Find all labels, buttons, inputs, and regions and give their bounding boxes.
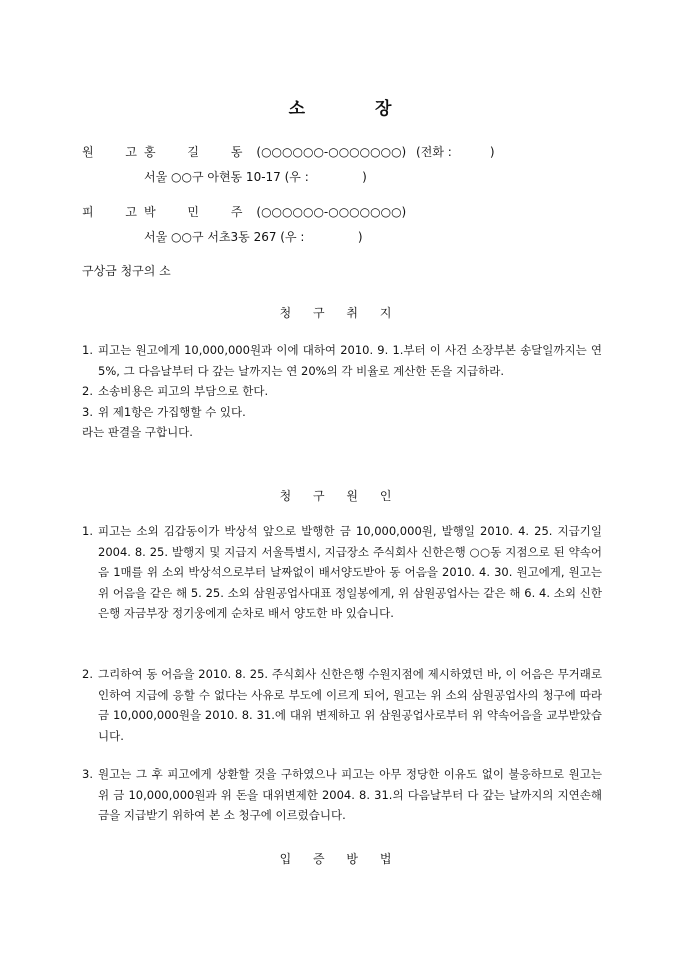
defendant-role: 피 고 bbox=[82, 205, 151, 219]
plaintiff-address: 서울 ○○구 아현동 10-17 (우 : ) bbox=[144, 170, 367, 184]
item-number: 2. bbox=[82, 384, 93, 398]
defendant-address: 서울 ○○구 서초3동 267 (우 : ) bbox=[144, 230, 363, 244]
item-text: 위 제1항은 가집행할 수 있다. bbox=[98, 404, 246, 419]
claim-cause-heading: 청 구 원 인 bbox=[279, 489, 401, 503]
item-number: 2. bbox=[82, 667, 93, 681]
defendant-id: (○○○○○○-○○○○○○○) bbox=[256, 205, 407, 219]
plaintiff-block bbox=[82, 144, 495, 185]
item-text: 그리하여 동 어음을 2010. 8. 25. 주식회사 신한은행 수원지점에 제시하였던 바, 이 어음은 무거래로 인하여 지급에 응할 수 없다는 사유로 부도에 이르게 되어, 원고는 위 소외 삼원공업사의 청구에 따라 금 10,000,000원을 2010. 8. 31.에 대위 변제하고 위 삼원공업사로부터 위 약속어음을 교부받았습니다. bbox=[98, 667, 602, 743]
item-text: 원고는 그 후 피고에게 상환할 것을 구하였으나 피고는 아무 정당한 이유도 없이 불응하므로 원고는 위 금 10,000,000원과 위 돈을 대위변제한 2004. 8. 31.의 다음날부터 다 갚는 날까지의 지연손해금을 지급받기 위하여 본 소 청구에 이르렀습니다. bbox=[98, 767, 602, 822]
defendant-name: 박 민 주 bbox=[144, 205, 257, 219]
item-text: 피고는 원고에게 10,000,000원과 이에 대하여 2010. 9. 1.부터 이 사건 소장부본 송달일까지는 연 5%, 그 다음날부터 다 갚는 날까지는 연 20%의 각 비율로 계산한 돈을 지급하라. bbox=[98, 343, 602, 378]
case-name: 구상금 청구의 소 bbox=[82, 264, 171, 278]
claim-purpose-item bbox=[82, 381, 602, 402]
claim-purpose-list bbox=[82, 340, 602, 443]
item-number: 3. bbox=[82, 767, 93, 781]
item-number: 1. bbox=[82, 524, 93, 538]
item-text: 소송비용은 피고의 부담으로 한다. bbox=[98, 384, 269, 398]
claim-purpose-item bbox=[82, 402, 602, 423]
item-number: 1. bbox=[82, 343, 93, 357]
plaintiff-name: 홍 길 동 bbox=[144, 145, 257, 159]
claim-cause-item bbox=[82, 764, 602, 826]
title-char-right: 장 bbox=[375, 99, 392, 119]
claim-cause-item bbox=[82, 521, 602, 624]
evidence-heading: 입 증 방 법 bbox=[279, 852, 401, 866]
title-char-left: 소 bbox=[288, 99, 305, 119]
claim-purpose-heading: 청 구 취 지 bbox=[279, 306, 401, 320]
plaintiff-phone: (전화 : ) bbox=[416, 145, 495, 159]
claim-purpose-item bbox=[82, 340, 602, 381]
plaintiff-id: (○○○○○○-○○○○○○○) bbox=[256, 145, 407, 159]
claim-purpose-closing: 라는 판결을 구합니다. bbox=[82, 425, 193, 439]
item-text: 피고는 소외 김갑동이가 박상석 앞으로 발행한 금 10,000,000원, 발행일 2010. 4. 25. 지급기일 2004. 8. 25. 발행지 및 지급지 서울특별시, 지급장소 주식회사 신한은행 ○○동 지점으로 된 약속어음 1매를 위 소외 박상석으로부터 날짜없이 배서양도받아 동 어음을 2010. 4. 30. 원고에게, 원고는 위 어음을 같은 해 5. 25. 소외 삼원공업사대표 정일봉에게, 위 삼원공업사는 같은 해 6. 4. 소외 신한은행 자금부장 정기웅에게 순차로 배서 양도한 바 있습니다. bbox=[98, 524, 602, 620]
item-number: 3. bbox=[82, 404, 93, 419]
document-title bbox=[0, 94, 680, 119]
defendant-block bbox=[82, 204, 406, 245]
claim-cause-item bbox=[82, 664, 602, 746]
plaintiff-role: 원 고 bbox=[82, 145, 151, 159]
